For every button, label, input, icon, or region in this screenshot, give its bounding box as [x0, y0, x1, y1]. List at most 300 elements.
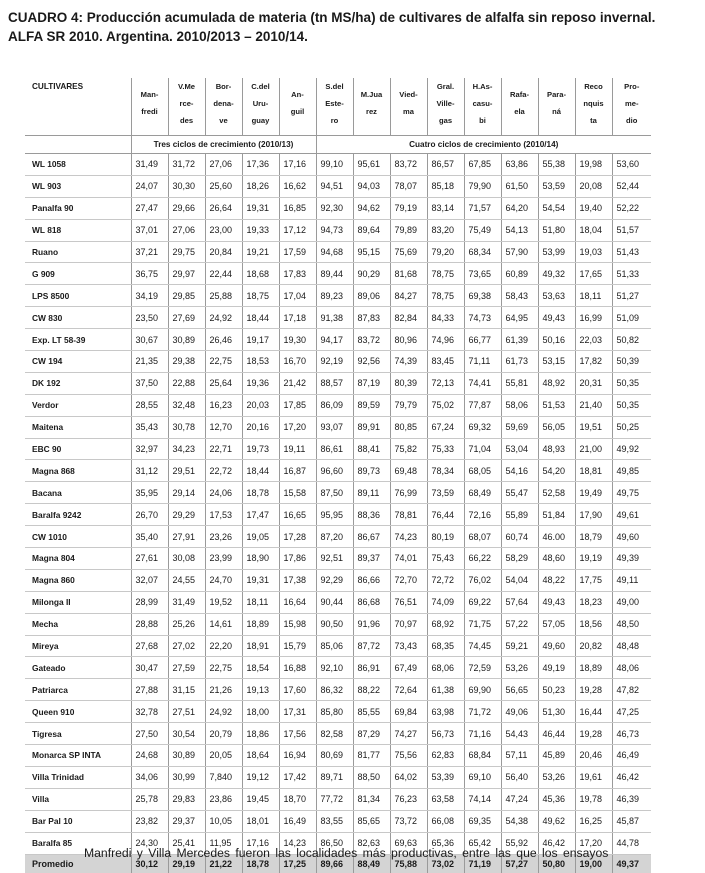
table-cell: 94,68	[316, 241, 353, 263]
table-cell: 78,07	[390, 175, 427, 197]
table-cell: 28,88	[131, 613, 168, 635]
table-cell: 22,75	[205, 657, 242, 679]
title-line-2: ALFA SR 2010. Argentina. 2010/2013 – 2010/14.	[8, 29, 308, 44]
table-cell: 18,26	[242, 175, 279, 197]
table-cell: 15,79	[279, 635, 316, 657]
table-cell: 50,25	[612, 416, 651, 438]
column-header: H.As- casu- bi	[464, 78, 501, 136]
cultivar-name: Magna 804	[25, 548, 131, 570]
average-cell: 29,19	[168, 854, 205, 873]
table-cell: 50,82	[612, 329, 651, 351]
table-cell: 46,73	[612, 723, 651, 745]
cultivar-name: LPS 8500	[25, 285, 131, 307]
table-cell: 19,17	[242, 329, 279, 351]
table-cell: 15,58	[279, 482, 316, 504]
table-cell: 73,59	[427, 482, 464, 504]
table-cell: 51,30	[538, 701, 575, 723]
table-cell: 48,50	[612, 613, 651, 635]
table-cell: 17,47	[242, 504, 279, 526]
table-cell: 23,26	[205, 526, 242, 548]
table-cell: 72,16	[464, 504, 501, 526]
table-cell: 91,96	[353, 613, 390, 635]
cultivar-name: Magna 868	[25, 460, 131, 482]
table-cell: 74,73	[464, 307, 501, 329]
table-cell: 49,19	[538, 657, 575, 679]
table-cell: 17,16	[242, 832, 279, 854]
table-cell: 18,23	[575, 591, 612, 613]
table-cell: 19,28	[575, 679, 612, 701]
average-cell: 30,12	[131, 854, 168, 873]
table-cell: 73,72	[390, 810, 427, 832]
table-cell: 36,75	[131, 263, 168, 285]
table-cell: 27,69	[168, 307, 205, 329]
table-cell: 50,39	[612, 351, 651, 373]
table-cell: 27,50	[131, 723, 168, 745]
table-cell: 16,64	[279, 591, 316, 613]
table-cell: 86,66	[353, 569, 390, 591]
table-cell: 7,840	[205, 766, 242, 788]
table-row	[25, 329, 651, 351]
table-cell: 57,90	[501, 241, 538, 263]
table-cell: 23,82	[131, 810, 168, 832]
table-cell: 20,16	[242, 416, 279, 438]
table-cell: 88,22	[353, 679, 390, 701]
table-cell: 58,43	[501, 285, 538, 307]
table-cell: 18,54	[242, 657, 279, 679]
table-row	[25, 591, 651, 613]
table-cell: 17,42	[279, 766, 316, 788]
table-cell: 27,02	[168, 635, 205, 657]
table-cell: 48,48	[612, 635, 651, 657]
average-cell: 89,66	[316, 854, 353, 873]
table-cell: 45,87	[612, 810, 651, 832]
table-cell: 49,06	[501, 701, 538, 723]
document-title	[8, 8, 698, 46]
cultivar-name: Bacana	[25, 482, 131, 504]
table-cell: 90,29	[353, 263, 390, 285]
table-cell: 68,05	[464, 460, 501, 482]
table-cell: 75,33	[427, 438, 464, 460]
table-row	[25, 526, 651, 548]
table-cell: 30,54	[168, 723, 205, 745]
cultivar-name: Monarca SP INTA	[25, 745, 131, 767]
table-cell: 89,73	[353, 460, 390, 482]
table-cell: 23,86	[205, 788, 242, 810]
table-cell: 80,85	[390, 416, 427, 438]
table-cell: 67,24	[427, 416, 464, 438]
table-cell: 51,43	[612, 241, 651, 263]
table-cell: 47,82	[612, 679, 651, 701]
table-cell: 26,70	[131, 504, 168, 526]
table-cell: 79,20	[427, 241, 464, 263]
column-header: S.del Este- ro	[316, 78, 353, 136]
cultivar-name: Ruano	[25, 241, 131, 263]
table-cell: 74,41	[464, 372, 501, 394]
table-cell: 17,65	[575, 263, 612, 285]
table-cell: 53,60	[612, 154, 651, 176]
table-cell: 14,61	[205, 613, 242, 635]
table-cell: 50,35	[612, 394, 651, 416]
table-cell: 21,40	[575, 394, 612, 416]
table-cell: 71,04	[464, 438, 501, 460]
table-cell: 63,86	[501, 154, 538, 176]
table-cell: 18,11	[242, 591, 279, 613]
table-cell: 27,68	[131, 635, 168, 657]
table-cell: 80,19	[427, 526, 464, 548]
table-cell: 61,38	[427, 679, 464, 701]
column-header: Reco nquis ta	[575, 78, 612, 136]
table-cell: 51,84	[538, 504, 575, 526]
table-cell: 16,94	[279, 745, 316, 767]
table-cell: 25,64	[205, 372, 242, 394]
table-cell: 94,62	[353, 197, 390, 219]
table-cell: 26,46	[205, 329, 242, 351]
average-cell: 88,49	[353, 854, 390, 873]
table-cell: 66,22	[464, 548, 501, 570]
table-cell: 95,95	[316, 504, 353, 526]
table-cell: 86,91	[353, 657, 390, 679]
table-cell: 21,00	[575, 438, 612, 460]
table-cell: 81,77	[353, 745, 390, 767]
average-cell: 17,25	[279, 854, 316, 873]
table-cell: 72,59	[464, 657, 501, 679]
table-cell: 55,92	[501, 832, 538, 854]
table-cell: 49,00	[612, 591, 651, 613]
table-cell: 29,38	[168, 351, 205, 373]
table-cell: 20,08	[575, 175, 612, 197]
column-header: An- guil	[279, 78, 316, 136]
table-cell: 15,98	[279, 613, 316, 635]
table-cell: 30,08	[168, 548, 205, 570]
table-cell: 16,49	[279, 810, 316, 832]
table-cell: 19,73	[242, 438, 279, 460]
column-header: Rafa- ela	[501, 78, 538, 136]
table-row	[25, 504, 651, 526]
table-cell: 19,49	[575, 482, 612, 504]
group-three-cycles: Tres ciclos de crecimiento (2010/13)	[131, 136, 316, 154]
group-four-cycles: Cuatro ciclos de crecimiento (2010/14)	[316, 136, 651, 154]
table-cell: 20,84	[205, 241, 242, 263]
table-cell: 53,63	[538, 285, 575, 307]
table-cell: 34,19	[131, 285, 168, 307]
table-cell: 17,12	[279, 219, 316, 241]
table-cell: 54,16	[501, 460, 538, 482]
table-cell: 49,61	[612, 504, 651, 526]
table-cell: 18,44	[242, 460, 279, 482]
table-cell: 51,09	[612, 307, 651, 329]
table-cell: 19,19	[575, 548, 612, 570]
table-cell: 30,30	[168, 175, 205, 197]
table-cell: 17,36	[242, 154, 279, 176]
table-cell: 64,02	[390, 766, 427, 788]
table-cell: 64,20	[501, 197, 538, 219]
table-cell: 68,34	[464, 241, 501, 263]
table-cell: 24,30	[131, 832, 168, 854]
table-cell: 75,02	[427, 394, 464, 416]
table-cell: 87,19	[353, 372, 390, 394]
table-cell: 89,64	[353, 219, 390, 241]
table-cell: 65,36	[427, 832, 464, 854]
table-cell: 19,98	[575, 154, 612, 176]
table-cell: 18,79	[575, 526, 612, 548]
table-cell: 48,60	[538, 548, 575, 570]
table-cell: 50,23	[538, 679, 575, 701]
cycle-group-row	[25, 136, 651, 154]
table-cell: 82,63	[353, 832, 390, 854]
table-cell: 14,23	[279, 832, 316, 854]
table-cell: 78,75	[427, 263, 464, 285]
table-cell: 60,74	[501, 526, 538, 548]
table-cell: 83,72	[353, 329, 390, 351]
table-cell: 49,32	[538, 263, 575, 285]
table-cell: 44,78	[612, 832, 651, 854]
table-cell: 53,26	[538, 766, 575, 788]
table-cell: 19,78	[575, 788, 612, 810]
table-cell: 67,49	[390, 657, 427, 679]
table-cell: 57,11	[501, 745, 538, 767]
table-cell: 29,83	[168, 788, 205, 810]
table-cell: 19,31	[242, 569, 279, 591]
cultivar-name: Tigresa	[25, 723, 131, 745]
table-cell: 27,47	[131, 197, 168, 219]
table-row	[25, 635, 651, 657]
table-cell: 89,91	[353, 416, 390, 438]
table-cell: 81,34	[353, 788, 390, 810]
table-cell: 68,07	[464, 526, 501, 548]
table-cell: 22,71	[205, 438, 242, 460]
table-cell: 95,61	[353, 154, 390, 176]
table-cell: 88,41	[353, 438, 390, 460]
table-cell: 46,39	[612, 788, 651, 810]
table-cell: 35,40	[131, 526, 168, 548]
table-cell: 68,06	[427, 657, 464, 679]
table-cell: 68,84	[464, 745, 501, 767]
table-cell: 17,59	[279, 241, 316, 263]
table-cell: 25,78	[131, 788, 168, 810]
table-cell: 17,53	[205, 504, 242, 526]
table-cell: 17,16	[279, 154, 316, 176]
table-row	[25, 569, 651, 591]
table-cell: 76,02	[464, 569, 501, 591]
table-cell: 69,10	[464, 766, 501, 788]
table-cell: 51,27	[612, 285, 651, 307]
table-cell: 71,75	[464, 613, 501, 635]
cultivar-name: Maitena	[25, 416, 131, 438]
table-cell: 22,72	[205, 460, 242, 482]
table-cell: 80,39	[390, 372, 427, 394]
table-cell: 85,80	[316, 701, 353, 723]
table-cell: 16,62	[279, 175, 316, 197]
table-cell: 78,75	[427, 285, 464, 307]
table-cell: 57,64	[501, 591, 538, 613]
table-cell: 83,14	[427, 197, 464, 219]
table-cell: 45,89	[538, 745, 575, 767]
table-cell: 69,63	[390, 832, 427, 854]
table-cell: 69,32	[464, 416, 501, 438]
table-cell: 55,81	[501, 372, 538, 394]
table-cell: 86,32	[316, 679, 353, 701]
table-cell: 92,19	[316, 351, 353, 373]
table-cell: 30,67	[131, 329, 168, 351]
table-cell: 24,07	[131, 175, 168, 197]
table-cell: 56,73	[427, 723, 464, 745]
table-cell: 49,60	[538, 635, 575, 657]
table-cell: 87,20	[316, 526, 353, 548]
table-cell: 49,43	[538, 307, 575, 329]
table-cell: 73,65	[464, 263, 501, 285]
table-cell: 74,45	[464, 635, 501, 657]
average-cell: 71,19	[464, 854, 501, 873]
table-cell: 17,86	[279, 548, 316, 570]
table-cell: 32,48	[168, 394, 205, 416]
table-cell: 46,42	[612, 766, 651, 788]
table-cell: 24,68	[131, 745, 168, 767]
table-cell: 69,84	[390, 701, 427, 723]
table-cell: 25,41	[168, 832, 205, 854]
table-cell: 16,70	[279, 351, 316, 373]
table-cell: 76,51	[390, 591, 427, 613]
table-cell: 94,17	[316, 329, 353, 351]
cultivar-name: Baralfa 9242	[25, 504, 131, 526]
table-cell: 80,69	[316, 745, 353, 767]
table-cell: 26,64	[205, 197, 242, 219]
table-cell: 48,06	[612, 657, 651, 679]
table-cell: 19,11	[279, 438, 316, 460]
table-cell: 16,87	[279, 460, 316, 482]
table-cell: 18,90	[242, 548, 279, 570]
table-cell: 47,24	[501, 788, 538, 810]
cultivar-name: CW 1010	[25, 526, 131, 548]
table-cell: 17,90	[575, 504, 612, 526]
table-cell: 73,43	[390, 635, 427, 657]
table-cell: 49,62	[538, 810, 575, 832]
table-cell: 67,85	[464, 154, 501, 176]
table-row	[25, 810, 651, 832]
table-cell: 83,45	[427, 351, 464, 373]
table-cell: 17,20	[279, 416, 316, 438]
table-cell: 58,06	[501, 394, 538, 416]
table-cell: 69,35	[464, 810, 501, 832]
table-cell: 89,11	[353, 482, 390, 504]
table-cell: 68,49	[464, 482, 501, 504]
table-cell: 52,22	[612, 197, 651, 219]
table-cell: 86,50	[316, 832, 353, 854]
average-cell: 75,88	[390, 854, 427, 873]
table-cell: 24,92	[205, 701, 242, 723]
table-cell: 54,54	[538, 197, 575, 219]
table-cell: 90,50	[316, 613, 353, 635]
table-cell: 74,09	[427, 591, 464, 613]
table-cell: 16,25	[575, 810, 612, 832]
table-row	[25, 263, 651, 285]
table-cell: 19,61	[575, 766, 612, 788]
cultivar-name: CW 194	[25, 351, 131, 373]
average-cell: 50,80	[538, 854, 575, 873]
table-cell: 19,28	[575, 723, 612, 745]
table-cell: 19,05	[242, 526, 279, 548]
table-cell: 83,55	[316, 810, 353, 832]
table-cell: 79,19	[390, 197, 427, 219]
table-cell: 58,29	[501, 548, 538, 570]
table-cell: 80,96	[390, 329, 427, 351]
column-header: Pro- me- dio	[624, 82, 640, 125]
table-cell: 66,08	[427, 810, 464, 832]
column-header: C.del Uru- guay	[242, 78, 279, 136]
table-cell: 27,61	[131, 548, 168, 570]
cultivar-name: Panalfa 90	[25, 197, 131, 219]
table-cell: 71,16	[464, 723, 501, 745]
table-cell: 29,51	[168, 460, 205, 482]
table-cell: 32,78	[131, 701, 168, 723]
table-cell: 46,42	[538, 832, 575, 854]
table-cell: 20,46	[575, 745, 612, 767]
table-row	[25, 701, 651, 723]
table-cell: 24,92	[205, 307, 242, 329]
cultivar-name: Patriarca	[25, 679, 131, 701]
table-cell: 25,60	[205, 175, 242, 197]
cultivar-name: Exp. LT 58-39	[25, 329, 131, 351]
table-cell: 72,64	[390, 679, 427, 701]
table-cell: 92,51	[316, 548, 353, 570]
table-cell: 17,18	[279, 307, 316, 329]
table-cell: 18,00	[242, 701, 279, 723]
table-cell: 18,91	[242, 635, 279, 657]
cultivar-name: Villa	[25, 788, 131, 810]
column-header: Gral. Ville- gas	[427, 78, 464, 136]
table-cell: 37,50	[131, 372, 168, 394]
table-cell: 87,72	[353, 635, 390, 657]
table-cell: 51,53	[538, 394, 575, 416]
table-cell: 23,00	[205, 219, 242, 241]
table-cell: 18,89	[575, 657, 612, 679]
table-row	[25, 307, 651, 329]
table-cell: 75,56	[390, 745, 427, 767]
table-cell: 29,14	[168, 482, 205, 504]
table-cell: 18,01	[242, 810, 279, 832]
table-cell: 87,50	[316, 482, 353, 504]
table-cell: 89,71	[316, 766, 353, 788]
table-cell: 18,70	[279, 788, 316, 810]
table-cell: 76,23	[390, 788, 427, 810]
table-cell: 89,44	[316, 263, 353, 285]
average-cell: 18,78	[242, 854, 279, 873]
table-cell: 19,40	[575, 197, 612, 219]
table-cell: 23,50	[131, 307, 168, 329]
table-cell: 30,78	[168, 416, 205, 438]
table-cell: 17,31	[279, 701, 316, 723]
table-body	[25, 154, 651, 873]
table-cell: 16,99	[575, 307, 612, 329]
table-row	[25, 460, 651, 482]
table-cell: 22,20	[205, 635, 242, 657]
table-cell: 30,99	[168, 766, 205, 788]
cultivar-name: Mireya	[25, 635, 131, 657]
cultivar-name: Queen 910	[25, 701, 131, 723]
table-cell: 18,68	[242, 263, 279, 285]
production-table	[25, 78, 651, 873]
table-cell: 61,50	[501, 175, 538, 197]
table-cell: 55,38	[538, 154, 575, 176]
table-cell: 29,37	[168, 810, 205, 832]
table-cell: 21,42	[279, 372, 316, 394]
table-cell: 20,05	[205, 745, 242, 767]
cultivar-name: EBC 90	[25, 438, 131, 460]
table-row	[25, 175, 651, 197]
table-cell: 75,82	[390, 438, 427, 460]
table-cell: 74,01	[390, 548, 427, 570]
table-row	[25, 679, 651, 701]
table-cell: 10,05	[205, 810, 242, 832]
